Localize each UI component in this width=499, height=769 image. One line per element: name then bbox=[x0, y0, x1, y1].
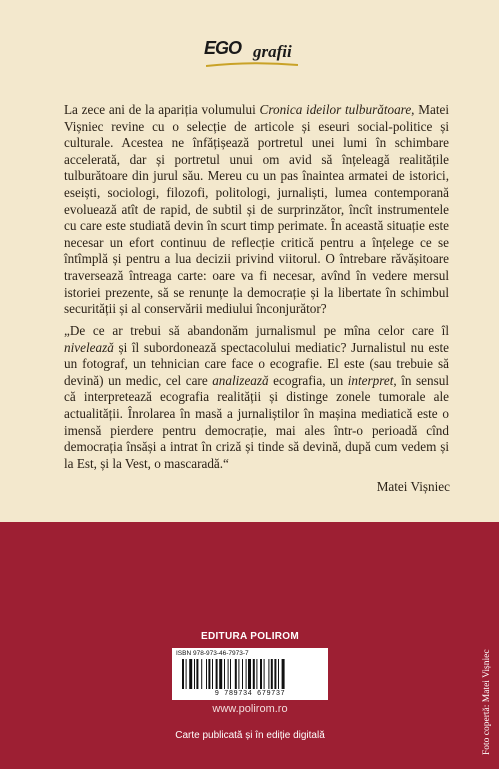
isbn-number: ISBN 978-973-46-7973-7 bbox=[176, 650, 249, 657]
egografii-logo bbox=[204, 36, 304, 66]
author-signature: Matei Vișniec bbox=[376, 479, 450, 494]
description-paragraph: La zece ani de la apariția volumului Cronica ideilor tulburătoare, Matei Vișniec revine cu o selecție de articole și eseuri social-politice și culturale. Acestea ne înfățișează portretul unei lumi în schimbare accelerată, dar și portretul unui om avid să înțeleagă realitățile tulburătoare din jurul său. Mereu cu un pas înaintea armatei de istorici, eseiști, sociologi, filozofi, politologi, jurnaliști, lumea contemporană evoluează atît de rapid, de subtil și de surprinzător, încît instrumentele cu care este studiată devin în scurt timp perimate. În această situație este necesar un efort continuu de reflecție critică pentru a înțelege ce se întîmplă și pentru a lua decizii privind viitorul. O întrebare răvășitoare traversează întreaga carte: oare va fi necesar, avînd în vedere mersul istoriei prezente, să se renunțe la democrație și la libertate în schimbul securității și al conservării mediului înconjurător? bbox=[64, 102, 449, 317]
publisher-name: EDITURA POLIROM bbox=[200, 631, 299, 642]
book-title: Cronica ideilor tulburătoare bbox=[259, 102, 412, 117]
cover-photo-credit: Foto copertă: Matei Vișniec bbox=[482, 649, 492, 755]
digital-edition-note: Carte publicată și în ediție digitală bbox=[175, 730, 325, 741]
quote-paragraph: „De ce ar trebui să abandonăm jurnalismul pe mîna celor care îl nivelează și îl subordonează spectacolului mediatic? Jurnalistul nu este un fotograf, un tehnician care face o ecografie. El este (sau trebuie să devină) un medic, cel care analizează ecografia, un interpret, în sensul că interpretează ecografia realității și distinge zonele tumorale ale actualității. Înrolarea în masă a jurnaliștilor în mașina mediatică este o imensă pierdere pentru democrație, mai ales într-o perioadă cînd democrația însăși a intrat în criză și tinde să devină, după cum vedem și la Est, și la Vest, o mascaradă.“ bbox=[64, 323, 449, 471]
barcode-icon bbox=[180, 659, 320, 689]
barcode-digits: 9 789734 679737 bbox=[214, 690, 286, 698]
logo-swoosh-icon bbox=[206, 62, 298, 68]
logo-ego-text: EGO bbox=[204, 38, 242, 58]
isbn-barcode bbox=[172, 648, 328, 700]
publisher-website: www.polirom.ro bbox=[212, 703, 288, 715]
logo-grafii-text: grafii bbox=[253, 42, 292, 61]
